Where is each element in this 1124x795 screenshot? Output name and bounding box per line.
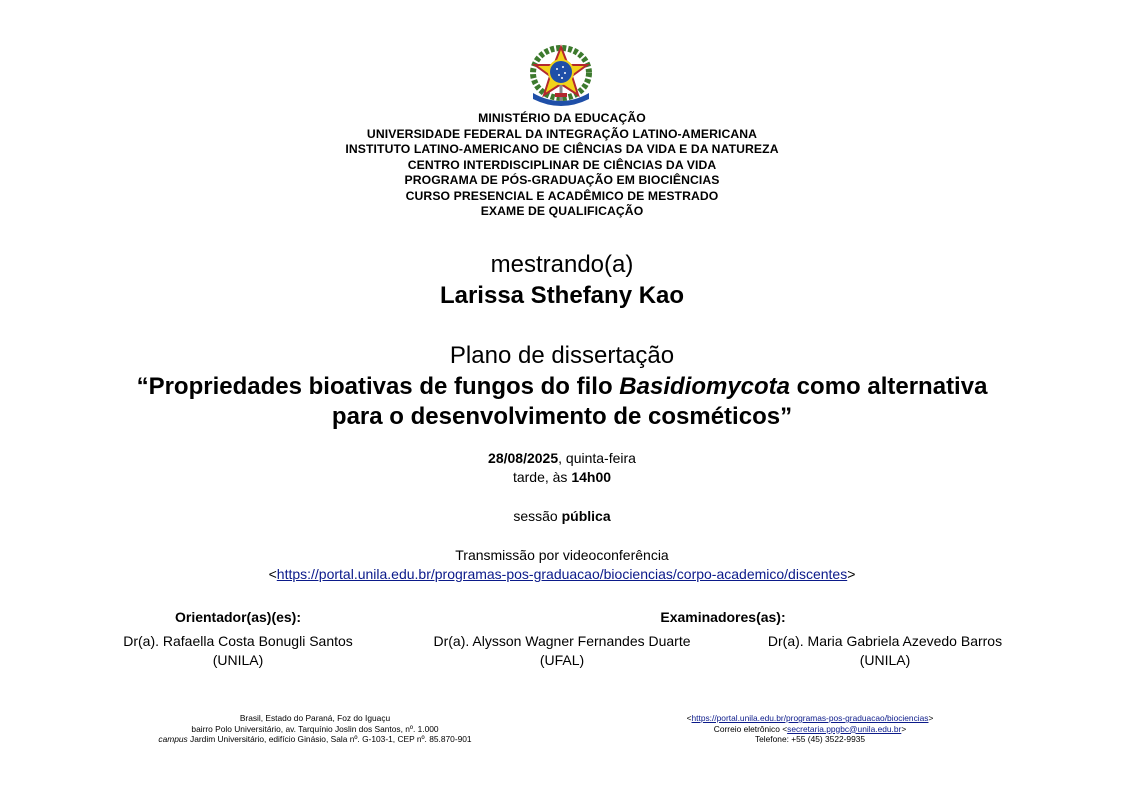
address-campus: campus <box>158 734 188 744</box>
thesis-title-italic: Basidiomycota <box>619 373 791 400</box>
examiners-label: Examinadores(as): <box>660 609 786 625</box>
header-center: CENTRO INTERDISCIPLINAR DE CIÊNCIAS DA VIDA <box>407 157 717 172</box>
brazil-coat-of-arms-icon <box>527 43 595 109</box>
student-label: mestrando(a) <box>490 251 634 278</box>
advisor-item <box>98 632 378 670</box>
student-name: Larissa Sthefany Kao <box>439 282 685 309</box>
advisor-institution: (UNILA) <box>212 652 264 668</box>
bracket-close: > <box>847 566 856 582</box>
email-link[interactable]: secretaria.ppgbc@unila.edu.br <box>787 723 902 734</box>
header-institute: INSTITUTO LATINO-AMERICANO DE CIÊNCIAS DA VIDA E DA NATUREZA <box>345 142 779 156</box>
schedule-date: 28/08/2025 <box>488 450 559 466</box>
examiner-name: Dr(a). Maria Gabriela Azevedo Barros <box>767 633 1003 649</box>
examiner-name: Dr(a). Alysson Wagner Fernandes Duarte <box>433 633 691 649</box>
phone: Telefone: +55 (45) 3522-9935 <box>754 734 866 744</box>
schedule-time: 14h00 <box>571 469 612 485</box>
footer-contact: <https://portal.unila.edu.br/programas-pos-graduacao/biociencias> Correio eletrônico <secretaria.ppgbc@unila.edu.br> Telefone: +55 (45) 3522-9935 <box>640 713 980 745</box>
bracket-open: < <box>268 566 277 582</box>
session <box>0 507 1124 526</box>
header-exam: EXAME DE QUALIFICAÇÃO <box>480 204 644 218</box>
thesis-label: Plano de dissertação <box>449 342 675 369</box>
advisors-label: Orientador(as)(es): <box>174 609 302 625</box>
address-line2: bairro Polo Universitário, av. Tarquínio Joslin dos Santos, nº. 1.000 <box>191 723 439 734</box>
institution-header <box>0 111 1124 220</box>
header-program: PROGRAMA DE PÓS-GRADUAÇÃO EM BIOCIÊNCIAS <box>404 173 720 187</box>
schedule-weekday: , quinta-feira <box>558 450 636 466</box>
schedule-period: tarde, às <box>512 469 572 485</box>
schedule <box>0 449 1124 487</box>
address-line1: Brasil, Estado do Paraná, Foz do Iguaçu <box>239 713 391 723</box>
header-course: CURSO PRESENCIAL E ACADÊMICO DE MESTRADO <box>405 188 719 203</box>
thesis-title-part1: “Propriedades bioativas de fungos do filo <box>136 373 620 400</box>
thesis-title-part2: como alternativa <box>790 373 988 400</box>
email-label: Correio eletrônico <box>713 723 783 734</box>
examiner-item <box>745 632 1025 670</box>
transmission-label: Transmissão por videoconferência <box>455 547 669 563</box>
header-ministry: MINISTÉRIO DA EDUCAÇÃO <box>478 111 646 125</box>
footer-address <box>120 713 510 745</box>
examiner-item <box>412 632 712 670</box>
thesis-title <box>0 372 1124 432</box>
advisor-name: Dr(a). Rafaella Costa Bonugli Santos <box>123 633 353 649</box>
session-prefix: sessão <box>513 508 562 524</box>
thesis-title-line2: para o desenvolvimento de cosméticos” <box>331 403 793 430</box>
header-university: UNIVERSIDADE FEDERAL DA INTEGRAÇÃO LATINO-AMERICANA <box>366 126 758 141</box>
transmission <box>0 546 1124 584</box>
examiner-institution: (UFAL) <box>539 652 585 668</box>
transmission-link[interactable]: https://portal.unila.edu.br/programas-pos-graduacao/biociencias/corpo-academico/discentes <box>276 566 848 582</box>
examiner-institution: (UNILA) <box>859 652 911 668</box>
address-line3: Jardim Universitário, edifício Ginásio, Sala nº. G-103-1, CEP nº. 85.870-901 <box>187 734 472 744</box>
session-type: pública <box>561 508 611 524</box>
program-site-link[interactable]: https://portal.unila.edu.br/programas-pos-graduacao/biociencias <box>691 713 929 723</box>
